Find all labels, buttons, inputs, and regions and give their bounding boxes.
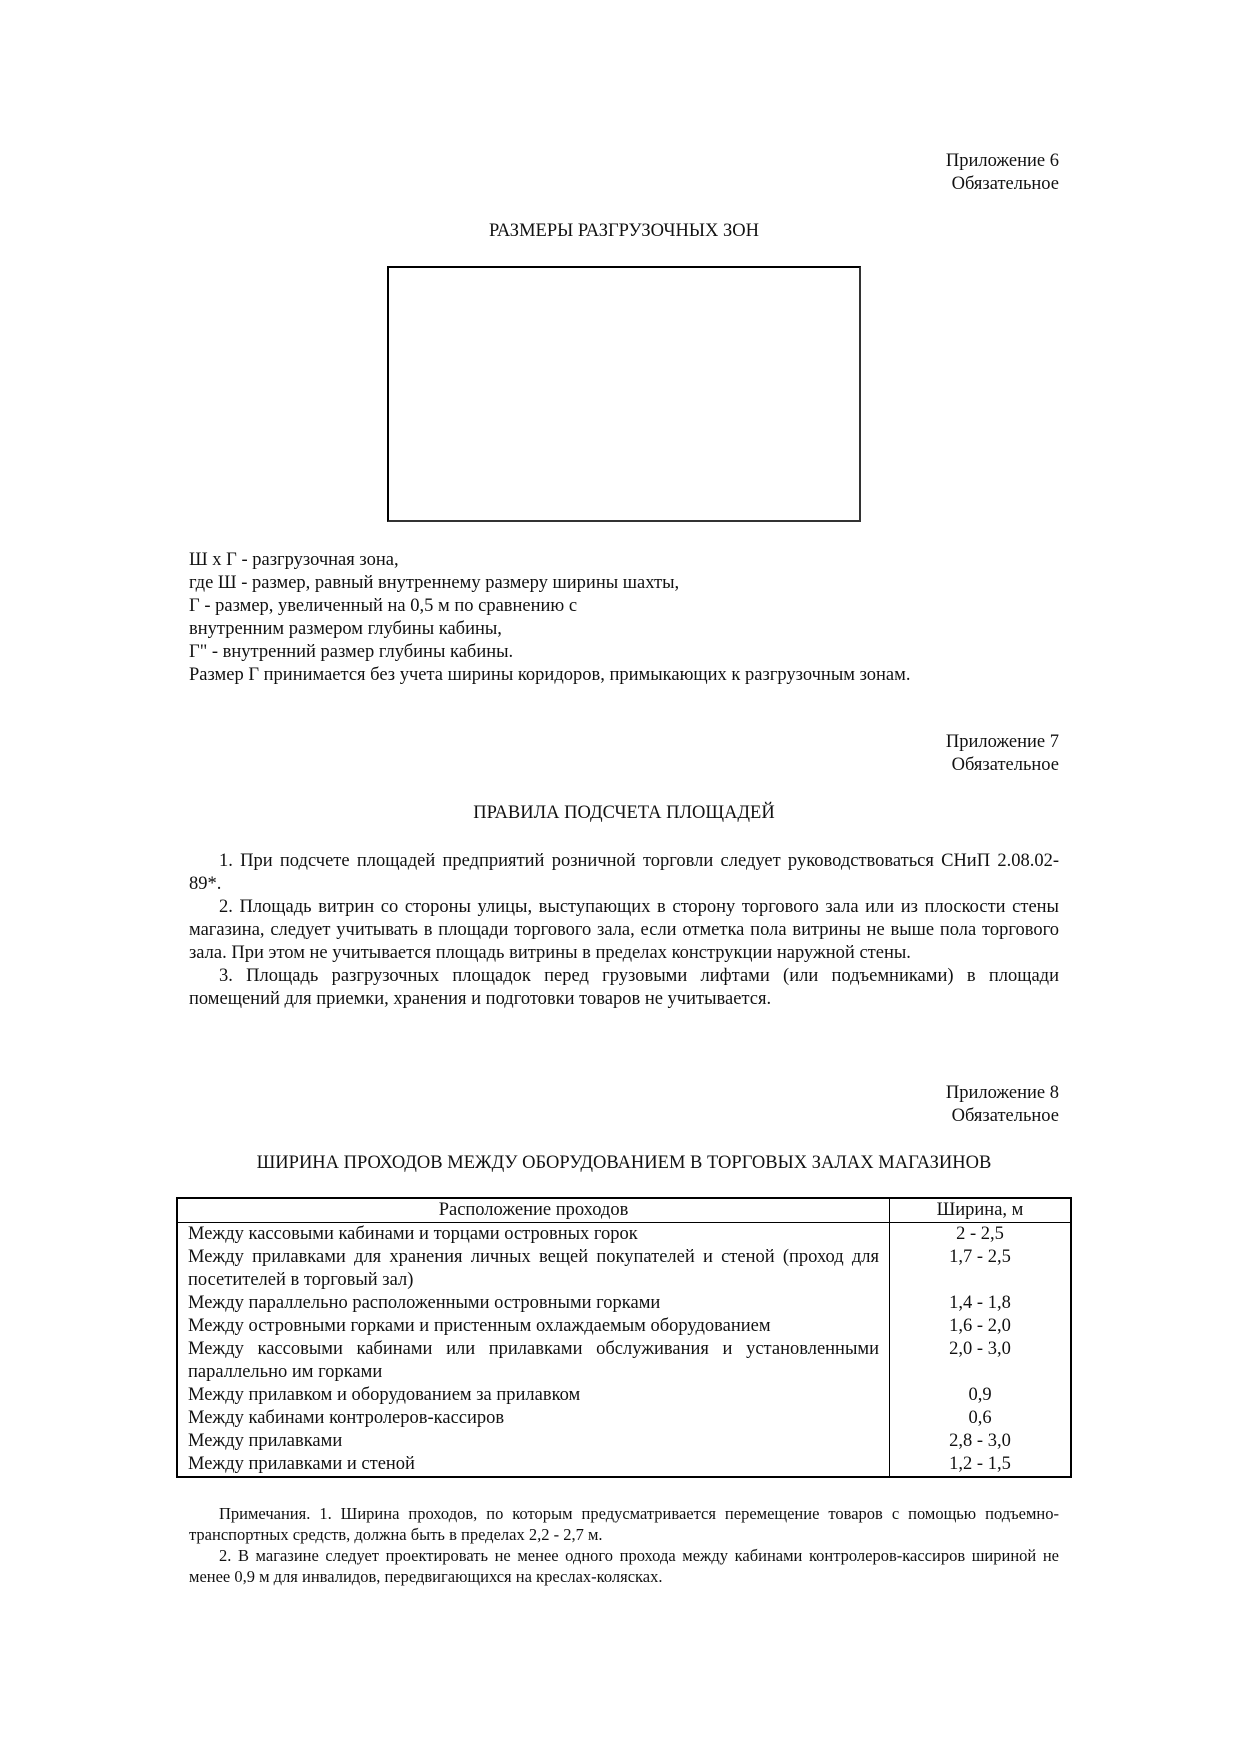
cell-location: Между кассовыми кабинами или прилавками обслуживания и установленными параллельно им горками [177, 1338, 890, 1384]
column-header-width: Ширина, м [890, 1198, 1072, 1223]
figure-legend [189, 549, 1059, 687]
cell-width: 2,8 - 3,0 [890, 1430, 1072, 1453]
aisle-width-table [176, 1197, 1072, 1478]
appendix-status: Обязательное [951, 755, 1059, 775]
table-row [177, 1338, 1071, 1384]
cell-width: 2,0 - 3,0 [890, 1338, 1072, 1384]
rule-item: 1. При подсчете площадей предприятий розничной торговли следует руководствоваться СНиП 2.08.02-89*. [189, 851, 1059, 894]
appendix-8-label [759, 1082, 1059, 1128]
legend-line: где Ш - размер, равный внутреннему размеру ширины шахты, [189, 573, 680, 593]
cell-width: 0,6 [890, 1407, 1072, 1430]
appendix-number: Приложение 8 [945, 1083, 1059, 1103]
cell-location: Между кассовыми кабинами и торцами островных горок [177, 1223, 890, 1247]
legend-line: внутренним размером глубины кабины, [189, 619, 502, 639]
table-row [177, 1315, 1071, 1338]
cell-width: 1,2 - 1,5 [890, 1453, 1072, 1477]
cell-location: Между параллельно расположенными островными горками [177, 1292, 890, 1315]
cell-location: Между прилавком и оборудованием за прилавком [177, 1384, 890, 1407]
cell-location: Между кабинами контролеров-кассиров [177, 1407, 890, 1430]
table-notes [189, 1503, 1059, 1587]
cell-width: 0,9 [890, 1384, 1072, 1407]
appendix-status: Обязательное [951, 1106, 1059, 1126]
cell-location: Между прилавками и стеной [177, 1453, 890, 1477]
cell-location: Между прилавками [177, 1430, 890, 1453]
appendix-status: Обязательное [951, 174, 1059, 194]
legend-line: Размер Г принимается без учета ширины коридоров, примыкающих к разгрузочным зонам. [189, 665, 911, 685]
table-row [177, 1430, 1071, 1453]
legend-line: Г - размер, увеличенный на 0,5 м по сравнению с [189, 596, 578, 616]
table-row [177, 1384, 1071, 1407]
cell-width: 2 - 2,5 [890, 1223, 1072, 1247]
legend-line: Г" - внутренний размер глубины кабины. [189, 642, 514, 662]
legend-line: Ш х Г - разгрузочная зона, [189, 550, 399, 570]
table-row [177, 1246, 1071, 1292]
cell-location: Между островными горками и пристенным охлаждаемым оборудованием [177, 1315, 890, 1338]
area-rules-list [189, 850, 1059, 1011]
section-title-unloading-zones: РАЗМЕРЫ РАЗГРУЗОЧНЫХ ЗОН [488, 221, 759, 241]
appendix-6-label [759, 150, 1059, 196]
cell-width: 1,6 - 2,0 [890, 1315, 1072, 1338]
appendix-7-label [759, 731, 1059, 777]
rule-item: 3. Площадь разгрузочных площадок перед грузовыми лифтами (или подъемниками) в площади помещений для приемки, хранения и подготовки товаров не учитывается. [189, 966, 1059, 1009]
column-header-location: Расположение проходов [177, 1198, 890, 1223]
appendix-number: Приложение 6 [945, 151, 1059, 171]
note-item: 2. В магазине следует проектировать не менее одного прохода между кабинами контролеров-кассиров шириной не менее 0,9 м для инвалидов, передвигающихся на креслах-колясках. [189, 1546, 1059, 1586]
cell-width: 1,4 - 1,8 [890, 1292, 1072, 1315]
note-item: Примечания. 1. Ширина проходов, по которым предусматривается перемещение товаров с помощью подъемно-транспортных средств, должна быть в пределах 2,2 - 2,7 м. [189, 1504, 1059, 1544]
table-row [177, 1292, 1071, 1315]
unloading-zone-figure [387, 266, 861, 522]
table-row [177, 1407, 1071, 1430]
section-title-aisle-widths: ШИРИНА ПРОХОДОВ МЕЖДУ ОБОРУДОВАНИЕМ В ТОРГОВЫХ ЗАЛАХ МАГАЗИНОВ [256, 1153, 992, 1173]
table-row [177, 1223, 1071, 1247]
cell-width: 1,7 - 2,5 [890, 1246, 1072, 1292]
cell-location: Между прилавками для хранения личных вещей покупателей и стеной (проход для посетителей в торговый зал) [177, 1246, 890, 1292]
table-header-row [177, 1198, 1071, 1223]
rule-item: 2. Площадь витрин со стороны улицы, выступающих в сторону торгового зала или из плоскости стены магазина, следует учитывать в площади торгового зала, если отметка пола витрины не выше пола торгового зала. При этом не учитывается площадь витрины в пределах конструкции наружной стены. [189, 897, 1059, 963]
aisle-width-table-container [176, 1197, 1072, 1478]
section-title-area-rules: ПРАВИЛА ПОДСЧЕТА ПЛОЩАДЕЙ [473, 803, 775, 823]
appendix-number: Приложение 7 [945, 732, 1059, 752]
table-row [177, 1453, 1071, 1477]
